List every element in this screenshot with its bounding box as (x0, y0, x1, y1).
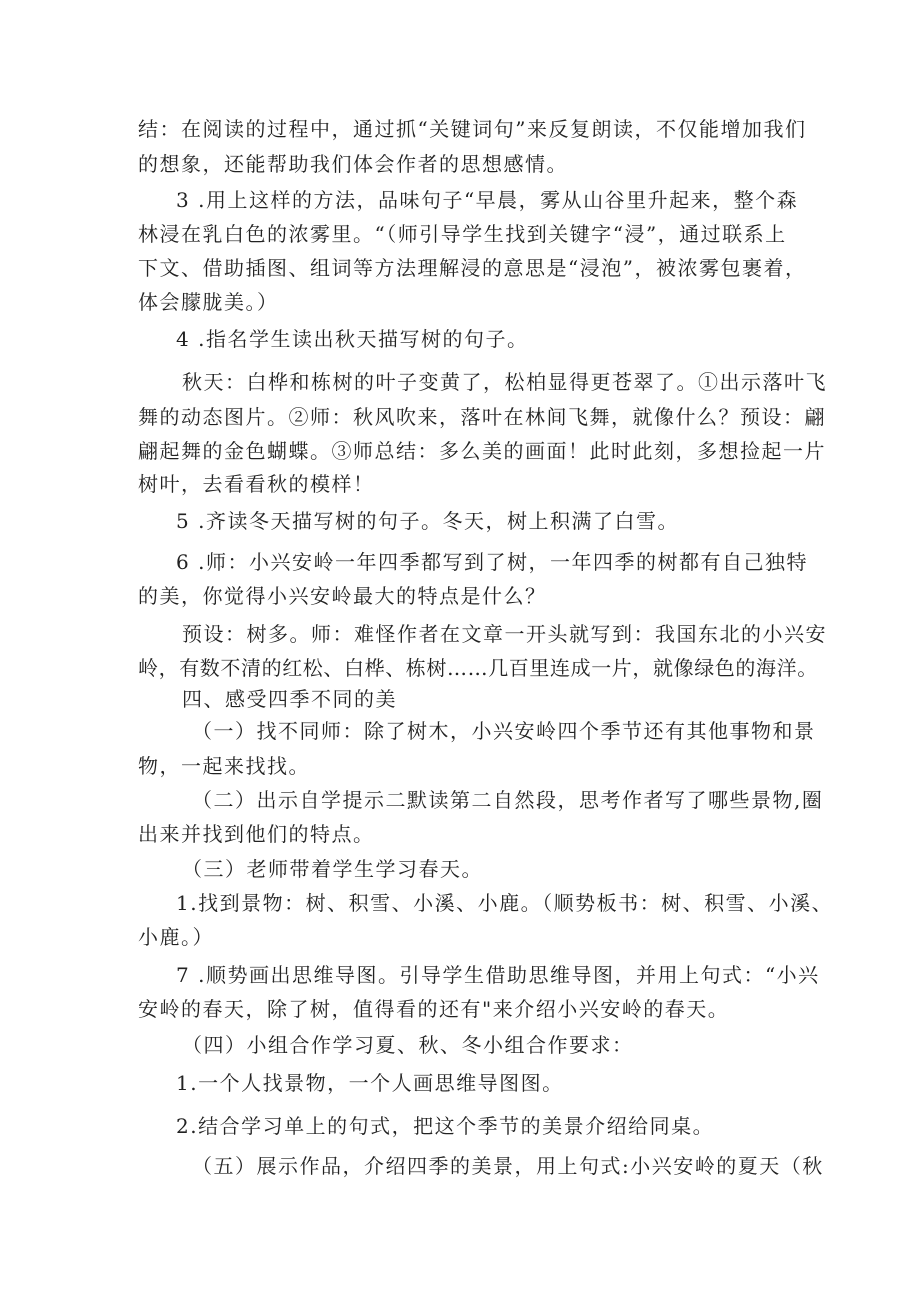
section-heading: 四、感受四季不同的美 (182, 687, 397, 711)
text-line: 树叶，去看看秋的模样！ (138, 472, 375, 496)
text-line: 体会朦胧美。） (138, 290, 279, 314)
text-line: 1.找到景物：树、积雪、小溪、小鹿。（顺势板书：树、积雪、小溪、 (176, 891, 834, 915)
text-line: （三）老师带着学生学习春天。 (182, 857, 483, 881)
text-line: 岭，有数不清的红松、白桦、栋树……几百里连成一片，就像绿色的海洋。 (138, 656, 818, 680)
text-line: 安岭的春天，除了树，值得看的还有"来介绍小兴安岭的春天。 (138, 997, 730, 1021)
text-line: 出来并找到他们的特点。 (138, 822, 375, 846)
text-line: （二）出示自学提示二默读第二自然段，思考作者写了哪些景物,圈 (192, 788, 824, 812)
text-line: 的美，你觉得小兴安岭最大的特点是什么？ (138, 584, 547, 608)
text-line: 林浸在乳白色的浓雾里。“（师引导学生找到关键字“浸”，通过联系上 (138, 222, 787, 246)
text-line: （四）小组合作学习夏、秋、冬小组合作要求： (182, 1033, 634, 1057)
text-line: 2.结合学习单上的句式，把这个季节的美景介绍给同桌。 (176, 1114, 715, 1138)
text-line: 3 .用上这样的方法，品味句子“早晨，雾从山谷里升起来，整个森 (176, 188, 799, 212)
text-line: 5 .齐读冬天描写树的句子。冬天，树上积满了白雪。 (176, 509, 679, 533)
text-line: 翩起舞的金色蝴蝶。③师总结：多么美的画面！此时此刻，多想捡起一片 (138, 439, 826, 463)
text-line: （五）展示作品，介绍四季的美景，用上句式:小兴安岭的夏天（秋 (192, 1154, 824, 1178)
text-line: （一）找不同师：除了树木，小兴安岭四个季节还有其他事物和景 (192, 719, 816, 743)
text-line: 结：在阅读的过程中，通过抓“关键词句”来反复朗读，不仅能增加我们 (138, 117, 807, 141)
text-line: 下文、借助插图、组词等方法理解浸的意思是“浸泡”，被浓雾包裹着， (138, 256, 807, 280)
text-line: 物，一起来找找。 (138, 754, 310, 778)
text-line: 小鹿。） (138, 925, 214, 949)
text-line: 的想象，还能帮助我们体会作者的思想感情。 (138, 152, 568, 176)
text-line: 1.一个人找景物，一个人画思维导图图。 (176, 1071, 564, 1095)
text-line: 秋天：白桦和栋树的叶子变黄了，松柏显得更苍翠了。①出示落叶飞 (182, 370, 827, 394)
text-line: 预设：树多。师：难怪作者在文章一开头就写到：我国东北的小兴安 (182, 622, 827, 646)
text-line: 4 .指名学生读出秋天描写树的句子。 (176, 327, 529, 351)
text-line: 舞的动态图片。②师：秋风吹来，落叶在林间飞舞，就像什么？预设：翩 (138, 405, 826, 429)
text-line: 7 .顺势画出思维导图。引导学生借助思维导图，并用上句式：“小兴 (176, 963, 820, 987)
text-line: 6 .师：小兴安岭一年四季都写到了树，一年四季的树都有自己独特 (176, 550, 808, 574)
